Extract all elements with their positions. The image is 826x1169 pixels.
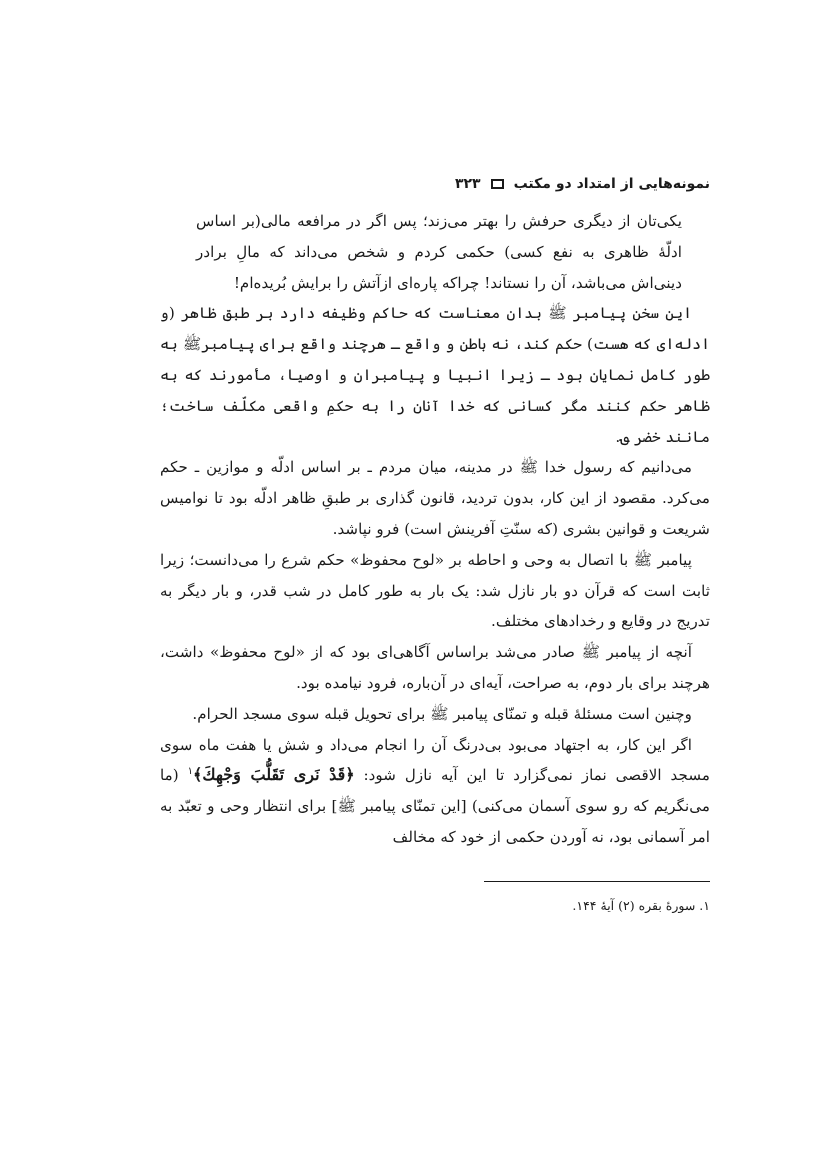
running-header bbox=[455, 172, 710, 196]
paragraph-2: این سخن پیامبر ﷺ بدان معناست که حاکم وظیفه دارد بر طبق ظاهر (و ادله‌ای که هست) حکم کند، نه باطن و واقع ـ هرچند واقع برای پیامبرﷺ به طور کامل نمایان بود ـ زیرا انبیا و پیامبران و اوصیا، مأمورند که به ظاهر حکم کنند مگر کسانی که خدا آنان را به حکمِ واقعی مکلّف ساخت؛ مانند خضر ؈. bbox=[160, 304, 710, 446]
paragraph-7-end: (ما می‌نگریم که رو سوی آسمان می‌کنی) [این تمنّای پیامبر ﷺ] برای انتظار وحی و تعبّد به امر آسمانی بود، نه آوردن حکمی از خود که مخالف bbox=[160, 766, 710, 846]
paragraph-7 bbox=[160, 730, 710, 853]
paragraph-6: وچنین است مسئلهٔ قبله و تمنّای پیامبر ﷺ برای تحویل قبله سوی مسجد الحرام. bbox=[192, 704, 692, 723]
footnote-divider bbox=[484, 881, 710, 882]
footnote: ۱. سورهٔ بقره (۲) آیهٔ ۱۴۴. bbox=[572, 898, 710, 913]
header-title: نمونه‌هایی از امتداد دو مکتب bbox=[513, 176, 710, 192]
quran-verse: ﴿قَدْ نَرى تَقَلُّبَ وَجْهِكَ﴾ bbox=[192, 765, 355, 785]
paragraph-3: می‌دانیم که رسول خدا ﷺ در مدینه، میان مردم ـ بر اساس ادلّه و موازین ـ حکم می‌کرد. مقصود از این کار، بدون تردید، قانون گذاری بر طبقِ ظاهر ادلّه بود تا نوامیس شریعت و قوانین بشری (که سنّتِ آفرینش است) فرو نپاشد. bbox=[160, 458, 710, 538]
paragraph-7-start: اگر این کار، به اجتهاد می‌بود بی‌درنگ آن را انجام می‌داد و شش یا هفت ماه سوی مسجد الاقصی نماز نمی‌گزارد تا این آیه نازل شود: bbox=[160, 735, 710, 785]
paragraph-5: آنچه از پیامبر ﷺ صادر می‌شد براساس آگاهی‌ای بود که از «لوح محفوظ» داشت، هرچند برای بار دوم، به صراحت، آیه‌ای در آن‌باره، فرود نیامده بود. bbox=[160, 643, 710, 692]
main-text bbox=[160, 206, 710, 853]
footnote-marker: ۱ bbox=[187, 766, 193, 778]
book-page bbox=[160, 0, 710, 1169]
paragraph-4: پیامبر ﷺ با اتصال به وحی و احاطه بر «لوح محفوظ» حکم شرع را می‌دانست؛ زیرا ثابت است که قرآن دو بار نازل شد: یک بار به طور کامل در شب قدر، و بار دیگر به تدریج در وقایع و رخدادهای مختلف. bbox=[160, 550, 710, 631]
page-number: ۳۲۳ bbox=[454, 176, 481, 192]
square-ornament-icon bbox=[491, 179, 504, 189]
hadith-quote-paragraph: یکی‌تان از دیگری حرفش را بهتر می‌زند؛ پس اگر در مرافعه مالی(بر اساس ادلّهٔ ظاهری به نفع کسی) حکمی کردم و شخص می‌داند که مالِ برادر دینی‌اش می‌باشد، آن را نستاند! چراکه پاره‌ای ازآتش را برایش بُریده‌ام! bbox=[196, 212, 682, 292]
